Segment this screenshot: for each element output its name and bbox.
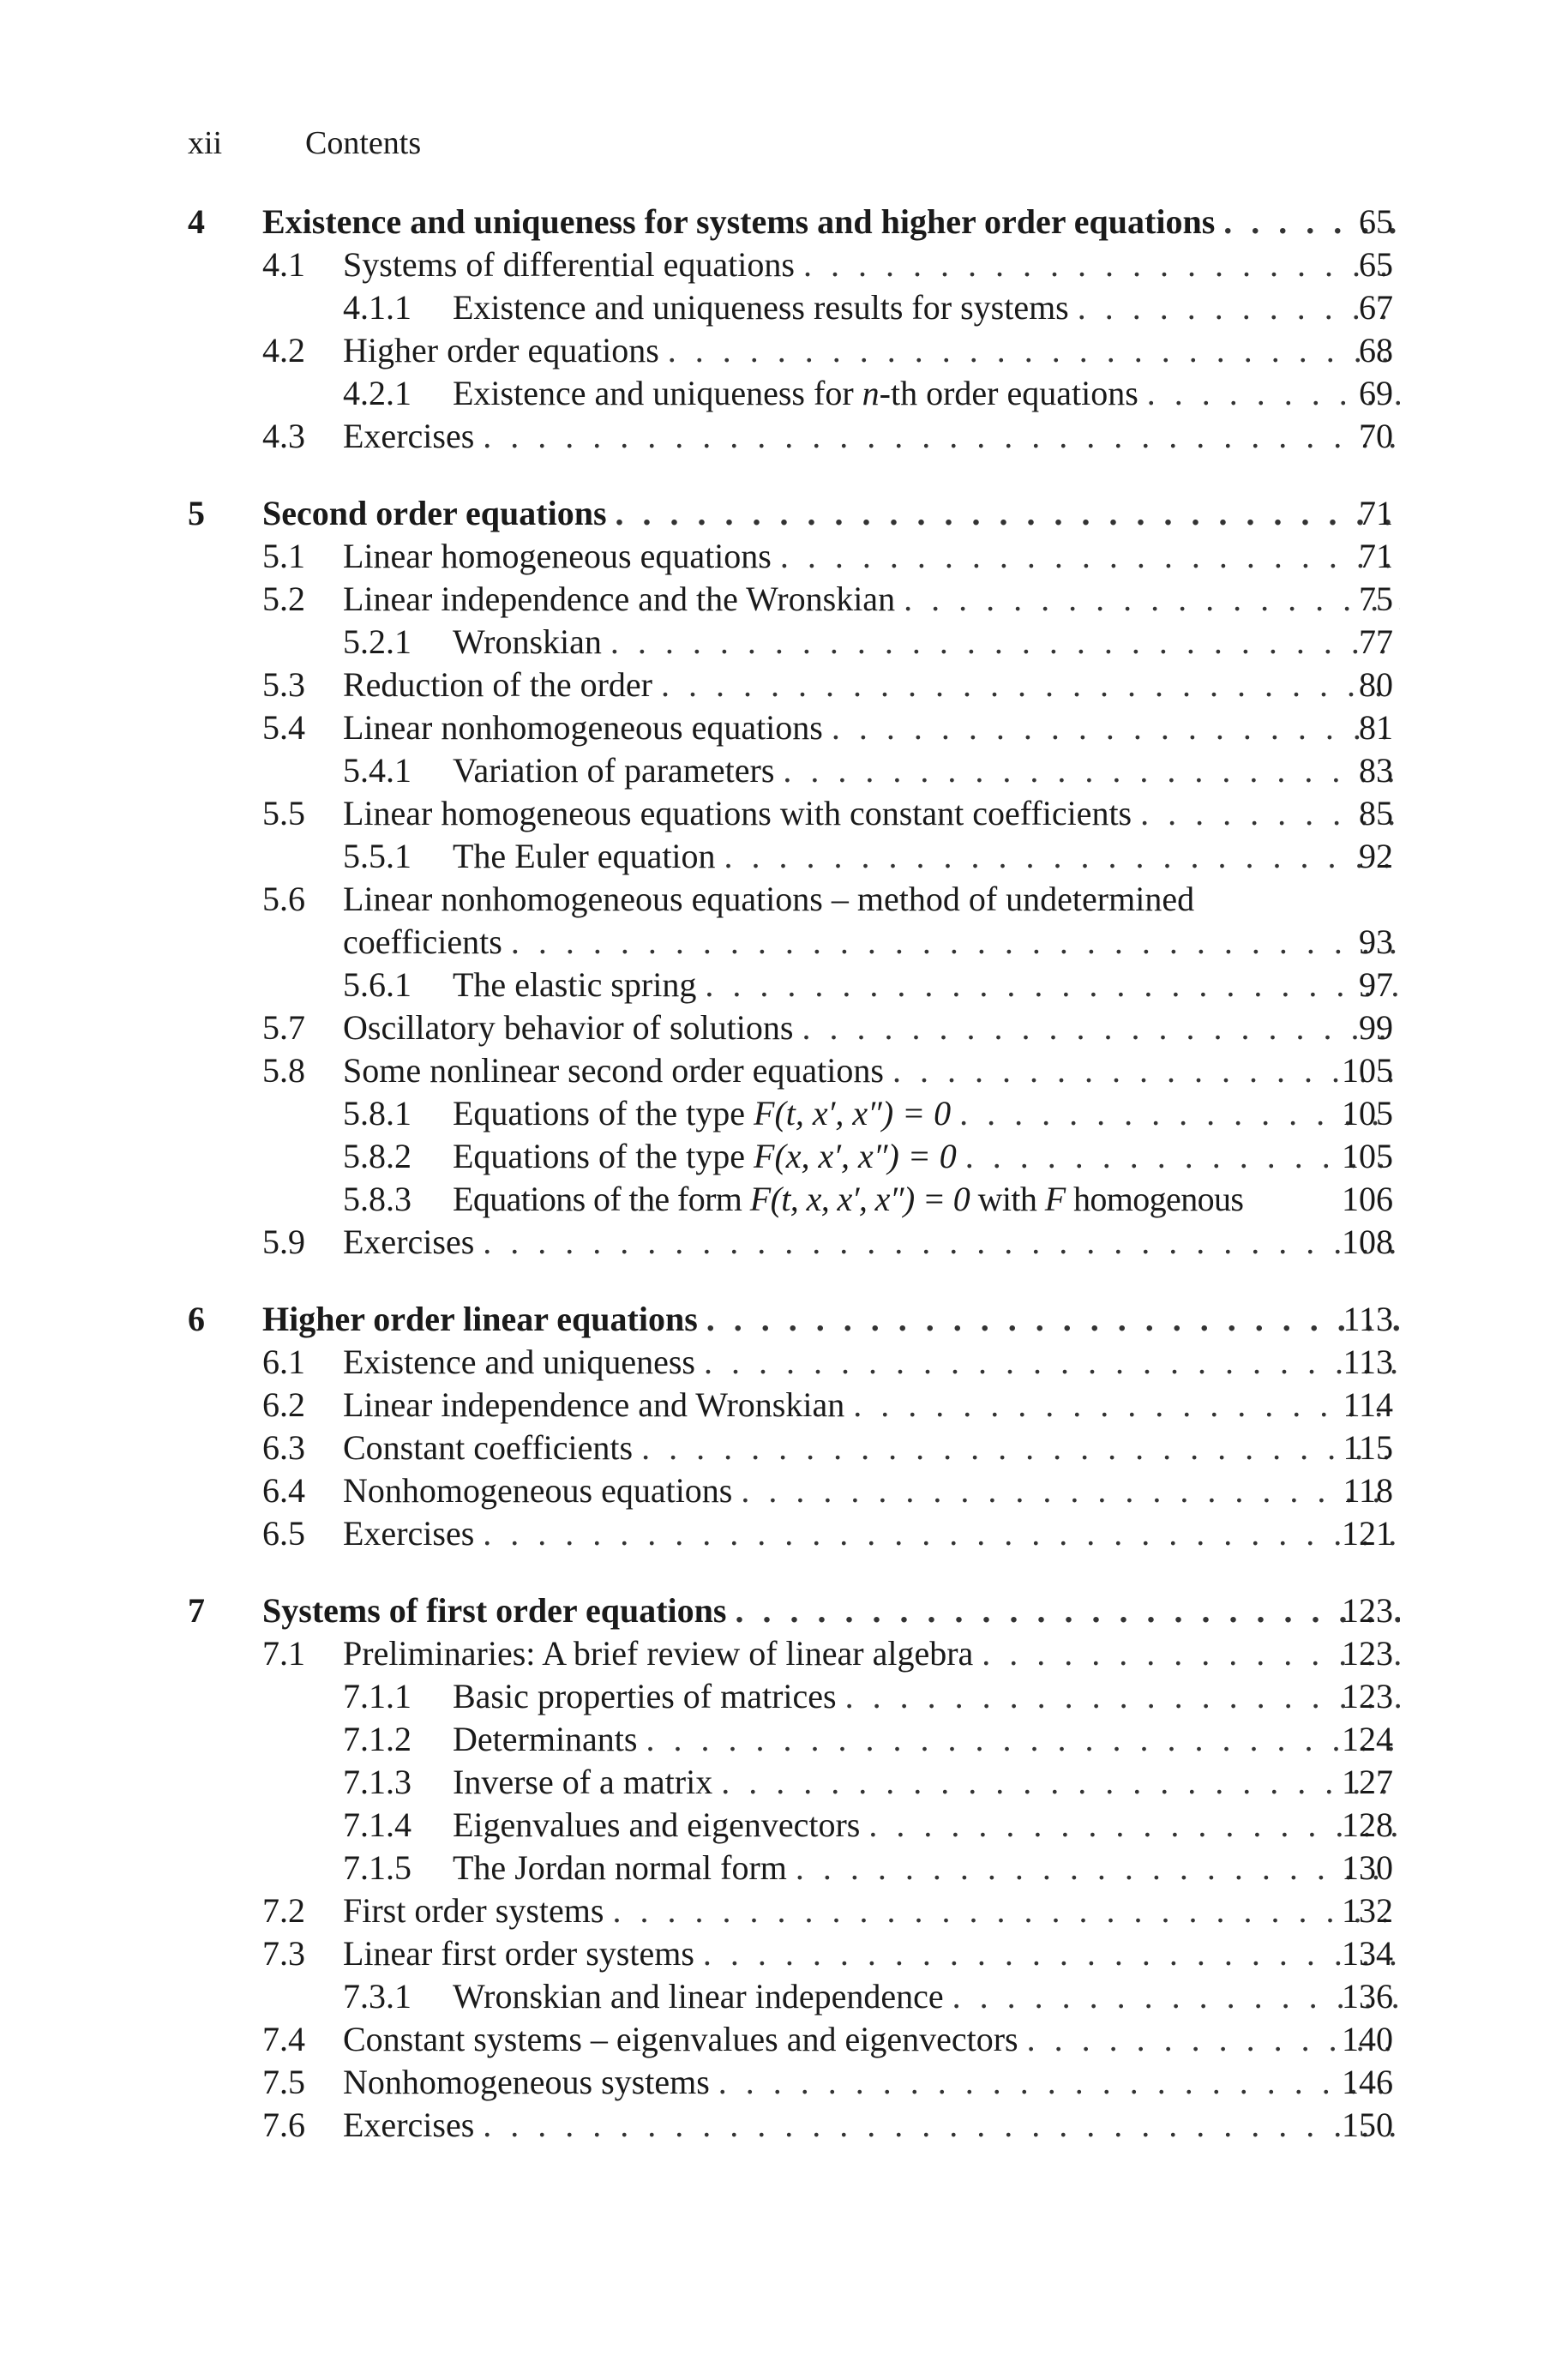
toc-section-5-6-continued[interactable] [0, 921, 1568, 964]
page-ref: 80 [1359, 665, 1393, 704]
page-ref: 77 [1359, 622, 1393, 661]
dot-leader [951, 1092, 1400, 1135]
dot-leader [712, 1761, 1400, 1804]
toc-section-7-4[interactable] [0, 2018, 1568, 2061]
page-ref: 71 [1359, 537, 1393, 575]
chapter-number: 5 [188, 494, 205, 532]
section-title: Linear nonhomogeneous equations [343, 708, 823, 747]
page-header [0, 0, 1568, 171]
section-number: 6.3 [262, 1428, 305, 1467]
chapter-title: Second order equations [262, 494, 607, 532]
chapter-number: 6 [188, 1300, 205, 1338]
toc-chapter-7[interactable] [0, 1589, 1568, 1632]
section-title: Linear independence and the Wronskian [343, 580, 896, 618]
toc-section-6-3[interactable] [0, 1427, 1568, 1469]
toc-subsection-5-6-1[interactable] [0, 964, 1568, 1006]
page-ref: 115 [1343, 1428, 1393, 1467]
page-ref: 134 [1342, 1934, 1393, 1973]
subsection-title: Basic properties of matrices [453, 1677, 837, 1715]
dot-leader [837, 1675, 1400, 1718]
section-title: Exercises [343, 2106, 475, 2144]
chapter-title: Existence and uniqueness for systems and higher order equations [262, 202, 1216, 241]
dot-leader [698, 1298, 1400, 1341]
dot-leader [633, 1427, 1400, 1469]
section-title: Exercises [343, 1514, 475, 1553]
dot-leader [716, 835, 1400, 878]
section-number: 7.5 [262, 2063, 305, 2101]
dot-leader [604, 1889, 1400, 1932]
toc-section-5-9[interactable] [0, 1221, 1568, 1264]
section-title: Linear first order systems [343, 1934, 694, 1973]
page-ref: 132 [1342, 1891, 1393, 1930]
toc-subsection-7-1-4[interactable] [0, 1804, 1568, 1847]
dot-leader [652, 664, 1400, 706]
page-ref: 124 [1342, 1720, 1393, 1758]
page-ref: 128 [1342, 1805, 1393, 1844]
section-title: Constant systems – eigenvalues and eigenvectors [343, 2020, 1018, 2058]
page-ref: 69 [1359, 374, 1393, 412]
section-number: 6.4 [262, 1471, 305, 1510]
subsection-number: 5.8.1 [343, 1094, 412, 1132]
section-title: Linear independence and Wronskian [343, 1385, 845, 1424]
subsection-number: 7.3.1 [343, 1977, 412, 2016]
chapter-number: 7 [188, 1591, 205, 1630]
dot-leader [695, 1341, 1400, 1384]
toc-subsection-7-1-2[interactable] [0, 1718, 1568, 1761]
section-number: 6.5 [262, 1514, 305, 1553]
section-number: 5.3 [262, 665, 305, 704]
dot-leader [710, 2061, 1400, 2104]
section-title: Some nonlinear second order equations [343, 1051, 884, 1090]
subsection-title: The Euler equation [453, 837, 716, 875]
page-ref: 67 [1359, 288, 1393, 327]
subsection-title: Existence and uniqueness results for systems [453, 288, 1069, 327]
subsection-number: 5.2.1 [343, 622, 412, 661]
subsection-title: Wronskian and linear independence [453, 1977, 944, 2016]
subsection-number: 5.6.1 [343, 965, 412, 1004]
section-title: Linear homogeneous equations with constant coefficients [343, 794, 1132, 832]
toc-section-6-1[interactable] [0, 1341, 1568, 1384]
section-number: 6.1 [262, 1343, 305, 1381]
toc-section-4-3[interactable] [0, 415, 1568, 458]
page-ref: 114 [1343, 1385, 1393, 1424]
page-ref: 93 [1359, 922, 1393, 961]
page-ref: 97 [1359, 965, 1393, 1004]
dot-leader [1069, 286, 1400, 329]
page-ref: 130 [1342, 1848, 1393, 1887]
page-ref: 75 [1359, 580, 1393, 618]
toc-section-5-6[interactable] [0, 878, 1568, 921]
toc-chapter-5[interactable] [0, 492, 1568, 535]
toc-section-7-1[interactable] [0, 1632, 1568, 1675]
section-number: 5.4 [262, 708, 305, 747]
section-title: Constant coefficients [343, 1428, 634, 1467]
toc-subsection-7-1-1[interactable] [0, 1675, 1568, 1718]
toc-subsection-4-2-1[interactable] [0, 372, 1568, 415]
section-number: 6.2 [262, 1385, 305, 1424]
dot-leader [474, 415, 1400, 458]
toc-subsection-5-5-1[interactable] [0, 835, 1568, 878]
dot-leader [638, 1718, 1401, 1761]
section-number: 4.3 [262, 417, 305, 455]
subsection-number: 7.1.4 [343, 1805, 412, 1844]
section-number: 4.2 [262, 331, 305, 369]
subsection-title: Inverse of a matrix [453, 1763, 713, 1801]
section-number: 5.8 [262, 1051, 305, 1090]
dot-leader [795, 243, 1400, 286]
toc-section-5-3[interactable] [0, 664, 1568, 706]
subsection-number: 7.1.5 [343, 1848, 412, 1887]
section-title-line-2: coefficients [343, 922, 502, 961]
section-number: 4.1 [262, 245, 305, 284]
page-ref: 123 [1342, 1591, 1393, 1630]
toc-subsection-7-1-5[interactable] [0, 1847, 1568, 1889]
dot-leader [823, 706, 1400, 749]
toc-section-5-2[interactable] [0, 578, 1568, 621]
section-title: First order systems [343, 1891, 604, 1930]
toc-chapter-4[interactable] [0, 201, 1568, 243]
dot-leader [474, 1221, 1400, 1264]
page-number: xii [188, 125, 223, 161]
page-ref: 92 [1359, 837, 1393, 875]
section-number: 7.1 [262, 1634, 305, 1673]
page-ref: 105 [1342, 1137, 1393, 1175]
chapter-title: Systems of first order equations [262, 1591, 727, 1630]
subsection-number: 4.2.1 [343, 374, 412, 412]
chapter-title: Higher order linear equations [262, 1300, 698, 1338]
toc-section-5-1[interactable] [0, 535, 1568, 578]
dot-leader [973, 1632, 1400, 1675]
page-ref: 65 [1359, 202, 1393, 241]
page-ref: 113 [1343, 1343, 1393, 1381]
page-ref: 118 [1343, 1471, 1393, 1510]
toc-subsection-7-3-1[interactable] [0, 1975, 1568, 2018]
toc-subsection-5-8-2[interactable] [0, 1135, 1568, 1178]
page-ref: 113 [1343, 1300, 1393, 1338]
subsection-title: Equations of the type F(x, x′, x″) = 0 [453, 1137, 957, 1175]
section-title: Nonhomogeneous systems [343, 2063, 710, 2101]
section-number: 7.6 [262, 2106, 305, 2144]
toc-section-5-4[interactable] [0, 706, 1568, 749]
section-number: 7.2 [262, 1891, 305, 1930]
toc-subsection-5-8-3[interactable] [0, 1178, 1568, 1221]
page-ref: 140 [1342, 2020, 1393, 2058]
toc-subsection-4-1-1[interactable] [0, 286, 1568, 329]
toc-chapter-6[interactable] [0, 1298, 1568, 1341]
section-number: 7.3 [262, 1934, 305, 1973]
dot-leader [696, 964, 1400, 1006]
toc-section-7-2[interactable] [0, 1889, 1568, 1932]
toc-subsection-5-4-1[interactable] [0, 749, 1568, 792]
dot-leader [502, 921, 1400, 964]
toc-section-4-2[interactable] [0, 329, 1568, 372]
subsection-number: 7.1.2 [343, 1720, 412, 1758]
section-title-line-1: Linear nonhomogeneous equations – method of undetermined [343, 880, 1195, 918]
dot-leader [474, 1512, 1400, 1555]
section-number: 5.6 [262, 880, 305, 918]
toc-section-4-1[interactable] [0, 243, 1568, 286]
subsection-title: Existence and uniqueness for n-th order equations [453, 374, 1138, 412]
dot-leader [884, 1049, 1400, 1092]
toc-section-5-7[interactable] [0, 1006, 1568, 1049]
subsection-number: 7.1.1 [343, 1677, 412, 1715]
page-ref: 70 [1359, 417, 1393, 455]
dot-leader [602, 621, 1400, 664]
toc-subsection-5-8-1[interactable] [0, 1092, 1568, 1135]
page-ref: 123 [1342, 1677, 1393, 1715]
chapter-number: 4 [188, 202, 205, 241]
dot-leader [474, 2104, 1400, 2147]
dot-leader [774, 749, 1400, 792]
dot-leader [772, 535, 1400, 578]
subsection-number: 5.8.3 [343, 1180, 412, 1218]
section-number: 5.5 [262, 794, 305, 832]
page-ref: 68 [1359, 331, 1393, 369]
subsection-title: Eigenvalues and eigenvectors [453, 1805, 861, 1844]
subsection-title: Equations of the form F(t, x, x′, x″) = 0 with F homogenous [453, 1180, 1244, 1218]
subsection-title: Determinants [453, 1720, 638, 1758]
section-title: Oscillatory behavior of solutions [343, 1008, 794, 1047]
page-ref: 150 [1342, 2106, 1393, 2144]
dot-leader [732, 1469, 1400, 1512]
toc-section-5-8[interactable] [0, 1049, 1568, 1092]
dot-leader [957, 1135, 1400, 1178]
section-title: Linear homogeneous equations [343, 537, 772, 575]
section-number: 5.1 [262, 537, 305, 575]
toc-section-5-5[interactable] [0, 792, 1568, 835]
section-title: Preliminaries: A brief review of linear algebra [343, 1634, 974, 1673]
page-ref: 121 [1342, 1514, 1393, 1553]
toc-section-7-3[interactable] [0, 1932, 1568, 1975]
page-ref: 65 [1359, 245, 1393, 284]
dot-leader [694, 1932, 1400, 1975]
subsection-number: 5.8.2 [343, 1137, 412, 1175]
page-ref: 123 [1342, 1634, 1393, 1673]
page-ref: 71 [1359, 494, 1393, 532]
section-title: Existence and uniqueness [343, 1343, 695, 1381]
page-ref: 136 [1342, 1977, 1393, 2016]
toc-section-7-5[interactable] [0, 2061, 1568, 2104]
dot-leader [607, 492, 1400, 535]
page-ref: 85 [1359, 794, 1393, 832]
subsection-number: 7.1.3 [343, 1763, 412, 1801]
subsection-title: Variation of parameters [453, 751, 775, 790]
dot-leader [895, 578, 1400, 621]
section-title: Systems of differential equations [343, 245, 795, 284]
subsection-title: Equations of the type F(t, x′, x″) = 0 [453, 1094, 952, 1132]
dot-leader [726, 1589, 1400, 1632]
running-title: Contents [305, 125, 422, 161]
page-ref: 105 [1342, 1051, 1393, 1090]
subsection-title: The elastic spring [453, 965, 697, 1004]
section-title: Reduction of the order [343, 665, 652, 704]
page-ref: 105 [1342, 1094, 1393, 1132]
section-number: 7.4 [262, 2020, 305, 2058]
page-ref: 127 [1342, 1763, 1393, 1801]
subsection-title: Wronskian [453, 622, 602, 661]
page-ref: 81 [1359, 708, 1393, 747]
subsection-number: 5.5.1 [343, 837, 412, 875]
toc-section-6-5[interactable] [0, 1512, 1568, 1555]
section-title: Nonhomogeneous equations [343, 1471, 733, 1510]
dot-leader [944, 1975, 1400, 2018]
section-number: 5.9 [262, 1223, 305, 1261]
toc-section-6-4[interactable] [0, 1469, 1568, 1512]
toc-subsection-5-2-1[interactable] [0, 621, 1568, 664]
page-ref: 99 [1359, 1008, 1393, 1047]
subsection-number: 4.1.1 [343, 288, 412, 327]
toc-subsection-7-1-3[interactable] [0, 1761, 1568, 1804]
dot-leader [844, 1384, 1400, 1427]
page-ref: 83 [1359, 751, 1393, 790]
toc-section-6-2[interactable] [0, 1384, 1568, 1427]
page-ref: 108 [1342, 1223, 1393, 1261]
dot-leader [860, 1804, 1400, 1847]
page-ref: 106 [1342, 1180, 1393, 1218]
page-ref: 146 [1342, 2063, 1393, 2101]
subsection-title: The Jordan normal form [453, 1848, 787, 1887]
section-title: Exercises [343, 1223, 475, 1261]
dot-leader [787, 1847, 1400, 1889]
section-title: Exercises [343, 417, 475, 455]
dot-leader [793, 1006, 1400, 1049]
section-number: 5.7 [262, 1008, 305, 1047]
section-number: 5.2 [262, 580, 305, 618]
subsection-number: 5.4.1 [343, 751, 412, 790]
dot-leader [659, 329, 1400, 372]
section-title: Higher order equations [343, 331, 659, 369]
toc-section-7-6[interactable] [0, 2104, 1568, 2147]
